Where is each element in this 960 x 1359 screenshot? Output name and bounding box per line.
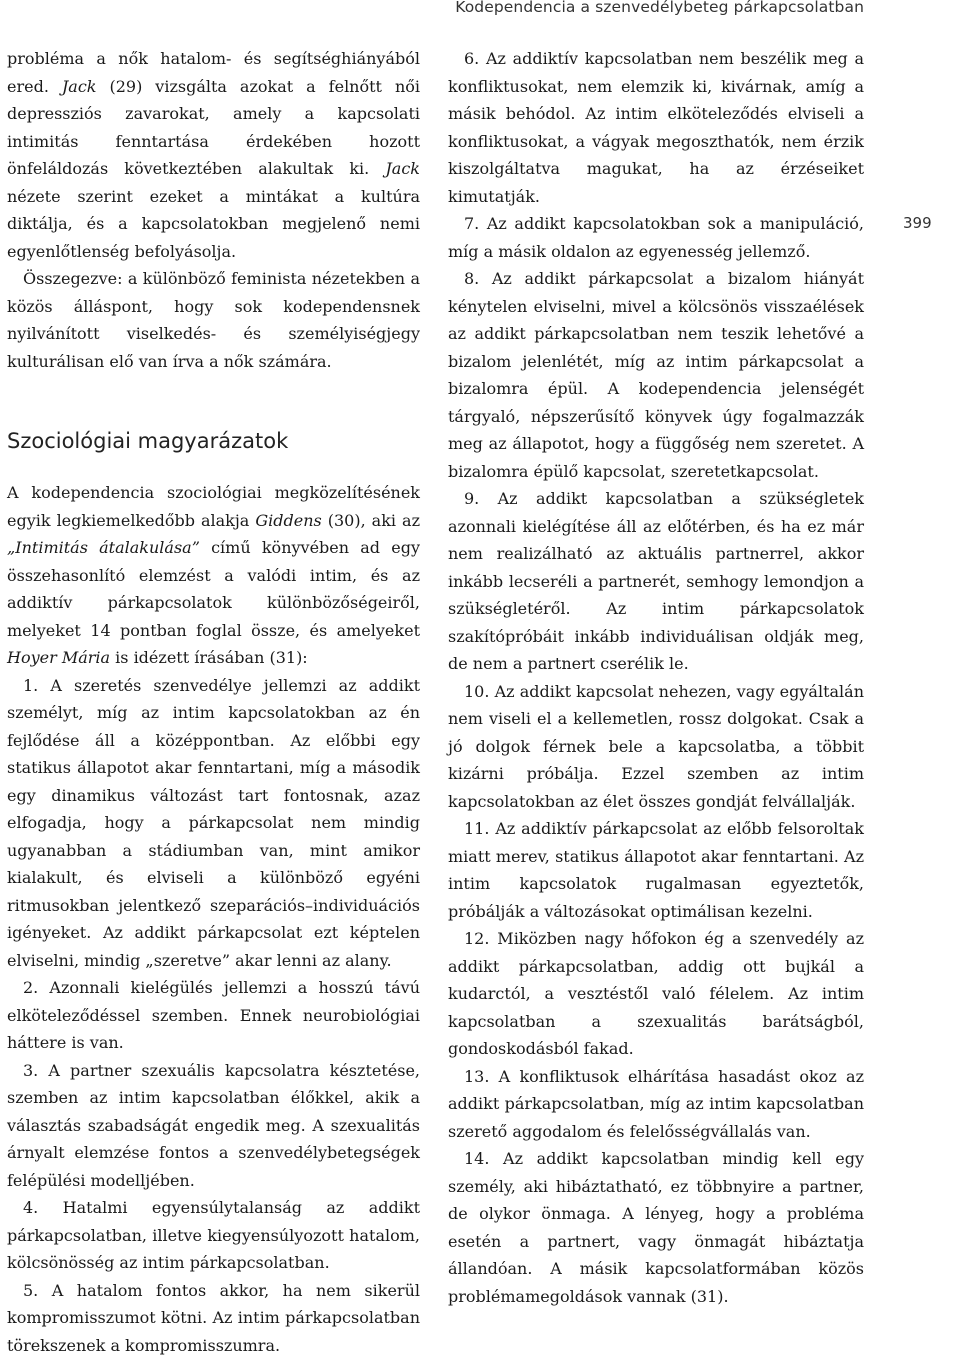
author-name: Jack xyxy=(62,77,97,96)
left-column xyxy=(7,45,420,1359)
page-number: 399 xyxy=(903,214,932,232)
author-name: Giddens xyxy=(255,511,321,530)
book-title: „Intimitás átalakulása” xyxy=(7,538,200,557)
list-item: 6. Az addiktív kapcsolatban nem beszélik meg a konfliktusokat, nem elemzik ki, kivárnak, amíg a másik behódol. Az intim elköteleződés elviseli a konfliktusokat, a vágyak megoszthatók, nem érzik kiszolgáltatva magukat, ha az érzéseiket kimutatják. xyxy=(448,45,864,210)
section-title: Szociológiai magyarázatok xyxy=(7,427,420,455)
list-item: 1. A szeretés szenvedélye jellemzi az addikt személyt, míg az intim kapcsolatokban az én fejlődése áll a középpontban. Az előbbi egy statikus állapotot akar fenntartani, míg a második egy dinamikus változást tart fontosnak, azaz elfogadja, hogy a párkapcsolat nem mindig ugyanabban a stádiumban van, mint amikor kialakult, és elviseli a különböző egyéni ritmusokban jelentkező szeparációs–individuációs igényeket. Az addikt párkapcsolat ezt képtelen elviselni, mindig „szeretve” akar lenni az alany. xyxy=(7,672,420,975)
list-item: 3. A partner szexuális kapcsolatra késztetése, szemben az intim kapcsolatban élőkkel, akik a választás szabadságát engedik meg. A szexualitás árnyalt elemzése fontos a szenvedélybetegségek felépülési modelljében. xyxy=(7,1057,420,1195)
right-column xyxy=(448,45,864,1310)
paragraph-intro: A kodependencia szociológiai megközelítésének egyik legkiemelkedőbb alakja Giddens (30), aki az „Intimitás átalakulása” című könyvében ad egy összehasonlító elemzést a valódi intim, és az addiktív párkapcsolatok különbözőségeiről, melyeket 14 pontban foglal össze, és amelyeket Hoyer Mária is idézett írásában (31): xyxy=(7,479,420,672)
paragraph-feminist-continued: probléma a nők hatalom- és segítséghiányából ered. Jack (29) vizsgálta azokat a felnőtt női depressziós zavarokat, amely a kapcsolati intimitás fenntartása érdekében hozott önfeláldozás következtében alakultak ki. Jack nézete szerint ezeket a mintákat a kultúra diktálja, és a kapcsolatokban megjelenő nemi egyenlőtlenség befolyásolja. xyxy=(7,45,420,265)
author-name: Jack xyxy=(385,159,420,178)
list-item: 2. Azonnali kielégülés jellemzi a hosszú távú elköteleződéssel szemben. Ennek neurobiológiai háttere is van. xyxy=(7,974,420,1057)
list-item: 12. Miközben nagy hőfokon ég a szenvedély az addikt párkapcsolatban, addig ott bujkál a kudarctól, a vesztéstől való félelem. Az intim kapcsolatban a szexualitás barátságból, gondoskodásból fakad. xyxy=(448,925,864,1063)
paragraph-summary: Összegezve: a különböző feminista nézetekben a közös álláspont, hogy sok kodependensnek nyilvánított viselkedés- és személyiségjegy kulturálisan elő van írva a nők számára. xyxy=(7,265,420,375)
list-item: 5. A hatalom fontos akkor, ha nem sikerül kompromisszumot kötni. Az intim párkapcsolatban törekszenek a kompromisszumra. xyxy=(7,1277,420,1359)
list-item: 14. Az addikt kapcsolatban mindig kell egy személy, aki hibáztatható, ez többnyire a partner, de olykor önmaga. A lényeg, hogy a probléma esetén a partnert, vagy önmagát hibáztatja állandóan. A másik kapcsolatformában közös problémamegoldások vannak (31). xyxy=(448,1145,864,1310)
list-item: 4. Hatalmi egyensúlytalanság az addikt párkapcsolatban, illetve kiegyensúlyozott hatalom, kölcsönösség az intim párkapcsolatban. xyxy=(7,1194,420,1277)
list-item: 11. Az addiktív párkapcsolat az előbb felsoroltak miatt merev, statikus állapotot akar fenntartani. Az intim kapcsolatok rugalmasan egyeztetők, próbálják a változásokat optimálisan kezelni. xyxy=(448,815,864,925)
running-header: Kodependencia a szenvedélybeteg párkapcsolatban xyxy=(455,0,864,16)
list-item: 9. Az addikt kapcsolatban a szükségletek azonnali kielégítése áll az előtérben, és ha ez már nem realizálható az aktuális partnerrel, akkor inkább lecseréli a partnerét, semhogy lemondjon a szükségletéről. Az intim párkapcsolatok szakítópróbáit inkább individuálisan oldják meg, de nem a partnert cserélik le. xyxy=(448,485,864,678)
list-item: 13. A konfliktusok elhárítása hasadást okoz az addikt párkapcsolatban, míg az intim kapcsolatban szerető aggodalom és felelősségvállalás van. xyxy=(448,1063,864,1146)
list-item: 10. Az addikt kapcsolat nehezen, vagy egyáltalán nem viseli el a kellemetlen, rossz dolgokat. Csak a jó dolgok férnek bele a kapcsolatba, a többit kizárni próbálja. Ezzel szemben az intim kapcsolatokban az élet összes gondját felvállalják. xyxy=(448,678,864,816)
list-item: 8. Az addikt párkapcsolat a bizalom hiányát kénytelen elviselni, mivel a kölcsönös visszaélések az addikt párkapcsolatban nem teszik lehetővé a bizalom jelenlétét, míg az intim párkapcsolat a bizalomra épül. A kodependencia jelenségét tárgyaló, népszerűsítő könyvek úgy fogalmazzák meg az állapotot, hogy a függőség nem szeretet. A bizalomra épülő kapcsolat, szeretetkapcsolat. xyxy=(448,265,864,485)
list-item: 7. Az addikt kapcsolatokban sok a manipuláció, míg a másik oldalon az egyenesség jellemző. xyxy=(448,210,864,265)
author-name: Hoyer Mária xyxy=(7,648,110,667)
